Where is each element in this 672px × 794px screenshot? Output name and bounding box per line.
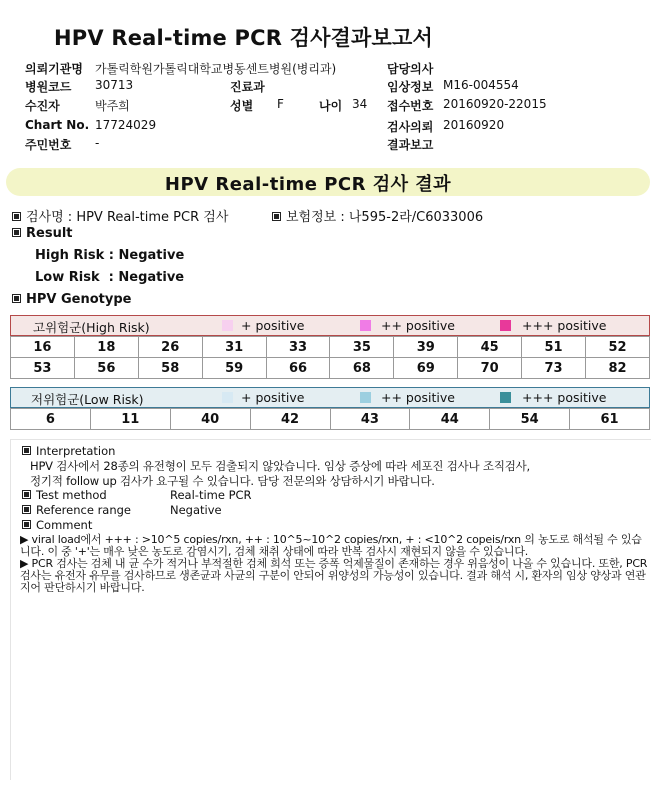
resident-no-label: 주민번호 (25, 138, 72, 152)
result-heading-line (12, 226, 73, 241)
high-risk-result: High Risk : Negative (35, 248, 185, 263)
genotype-cell: 40 (170, 409, 250, 430)
genotype-cell: 53 (11, 358, 75, 379)
section-title: HPV Real-time PCR 검사 결과 (164, 174, 452, 195)
genotype-cell: 18 (74, 337, 138, 358)
genotype-cell: 31 (202, 337, 266, 358)
age-value: 34 (352, 97, 368, 111)
bullet-square-icon (12, 228, 21, 237)
low-risk-legend-2: ++ positive (381, 390, 455, 405)
institution-value: 가톨릭학원가톨릭대학교병동센트병원(병리과) (95, 62, 337, 76)
patient-label: 수진자 (25, 99, 60, 113)
genotype-cell: 82 (586, 358, 650, 379)
low-risk-legend-3: +++ positive (522, 390, 607, 405)
insurance-line (272, 206, 483, 225)
department-label: 진료과 (230, 80, 265, 94)
genotype-cell: 16 (11, 337, 75, 358)
low-risk-header (10, 387, 650, 408)
genotype-cell: 59 (202, 358, 266, 379)
bullet-square-icon (22, 520, 31, 529)
bullet-square-icon (272, 212, 281, 221)
genotype-cell: 73 (522, 358, 586, 379)
bullet-square-icon (22, 490, 31, 499)
institution-label: 의뢰기관명 (25, 62, 83, 76)
result-heading: Result (26, 226, 73, 241)
table-row (11, 409, 650, 430)
high-risk-legend-1: + positive (241, 318, 305, 333)
genotype-heading-line (12, 292, 131, 307)
high-risk-header (10, 315, 650, 336)
comment-label: Comment (36, 518, 93, 532)
genotype-cell: 42 (250, 409, 330, 430)
comment-paragraph-2: ▶ PCR 검사는 검체 내 균 수가 적거나 부적절한 검체 희석 또는 증폭 억제물질이 존재하는 경우 위음성이 나올 수 있습니다. 또한, PCR 검사는 유전자 유무를 검사하므로 생존균과 사균의 구분이 안되어 위양성의 가능성이 있습니다. 결과 해석 시, 환자의 임상 양상과 연관지어 판단하시기 바랍니다. (20, 557, 648, 594)
low-risk-legend-1: + positive (241, 390, 305, 405)
genotype-cell: 26 (138, 337, 202, 358)
low-risk-table (10, 408, 650, 430)
low-risk-title: 저위험군(Low Risk) (31, 392, 144, 407)
comment-paragraph-1: ▶ viral load에서 +++ : >10^5 copies/rxn, ++ : 10^5~10^2 copies/rxn, + : <10^2 copeis/rxn 의 농도로 해석될 수 있습니다. 이 중 '+'는 매우 낮은 농도로 감염시기, 검체 채취 상태에 따라 반복 검사시 재현되지 않을 수 있습니다. (20, 533, 642, 558)
genotype-cell: 45 (458, 337, 522, 358)
doctor-label: 담당의사 (387, 62, 434, 76)
reference-label: Reference range (36, 503, 132, 517)
bullet-square-icon (22, 446, 31, 455)
hospital-code-value: 30713 (95, 78, 134, 92)
resident-no-value: - (95, 136, 100, 150)
result-report-label: 결과보고 (387, 138, 434, 152)
interpretation-line-2: 정기적 follow up 검사가 요구될 수 있습니다. 담당 전문의와 상담하시기 바랍니다. (30, 474, 435, 488)
hospital-code-label: 병원코드 (25, 80, 72, 94)
request-date-label: 검사의뢰 (387, 120, 434, 134)
reference-value: Negative (170, 503, 222, 517)
sex-label: 성별 (230, 99, 254, 113)
report-title: HPV Real-time PCR 검사결과보고서 (54, 26, 433, 50)
genotype-heading: HPV Genotype (26, 292, 132, 307)
genotype-cell: 35 (330, 337, 394, 358)
sex-value: F (277, 97, 284, 111)
high-risk-table (10, 336, 650, 379)
test-method-label: Test method (36, 488, 107, 502)
genotype-cell: 68 (330, 358, 394, 379)
test-name-line (12, 206, 228, 225)
high-risk-legend-3: +++ positive (522, 318, 607, 333)
swatch-plus-plus-plus-icon (500, 320, 511, 331)
comment-heading-line (22, 518, 92, 532)
genotype-cell: 44 (410, 409, 490, 430)
genotype-cell: 39 (394, 337, 458, 358)
genotype-cell: 66 (266, 358, 330, 379)
genotype-cell: 6 (11, 409, 91, 430)
swatch-plus-plus-icon (360, 392, 371, 403)
table-row (11, 337, 650, 358)
bullet-square-icon (12, 212, 21, 221)
swatch-plus-icon (222, 392, 233, 403)
genotype-cell: 43 (330, 409, 410, 430)
genotype-cell: 51 (522, 337, 586, 358)
clinical-info-label: 임상정보 (387, 80, 434, 94)
genotype-cell: 56 (74, 358, 138, 379)
genotype-cell: 11 (90, 409, 170, 430)
receipt-no-value: 20160920-22015 (443, 97, 547, 111)
age-label: 나이 (319, 99, 343, 113)
patient-value: 박주희 (95, 99, 130, 113)
genotype-cell: 70 (458, 358, 522, 379)
test-method-line (22, 488, 107, 502)
interpretation-heading: Interpretation (36, 444, 116, 458)
high-risk-title: 고위험군(High Risk) (33, 320, 150, 335)
chart-no-value: 17724029 (95, 118, 157, 132)
test-name: 검사명 : HPV Real-time PCR 검사 (26, 210, 229, 225)
genotype-cell: 33 (266, 337, 330, 358)
interpretation-line-1: HPV 검사에서 28종의 유전형이 모두 검출되지 않았습니다. 임상 증상에 따라 세포진 검사나 조직검사, (30, 459, 530, 473)
genotype-cell: 58 (138, 358, 202, 379)
genotype-cell: 54 (490, 409, 570, 430)
interpretation-heading-line (22, 444, 115, 458)
receipt-no-label: 접수번호 (387, 99, 434, 113)
genotype-cell: 52 (586, 337, 650, 358)
insurance-info: 보험정보 : 나595-2라/C6033006 (286, 210, 484, 225)
test-method-value: Real-time PCR (170, 488, 252, 502)
bullet-square-icon (22, 505, 31, 514)
reference-line (22, 503, 131, 517)
high-risk-legend-2: ++ positive (381, 318, 455, 333)
request-date-value: 20160920 (443, 118, 505, 132)
bullet-square-icon (12, 294, 21, 303)
clinical-info-value: M16-004554 (443, 78, 519, 92)
swatch-plus-icon (222, 320, 233, 331)
low-risk-result: Low Risk : Negative (35, 270, 185, 285)
table-row (11, 358, 650, 379)
genotype-cell: 69 (394, 358, 458, 379)
chart-no-label: Chart No. (25, 118, 90, 132)
swatch-plus-plus-plus-icon (500, 392, 511, 403)
genotype-cell: 61 (570, 409, 650, 430)
swatch-plus-plus-icon (360, 320, 371, 331)
